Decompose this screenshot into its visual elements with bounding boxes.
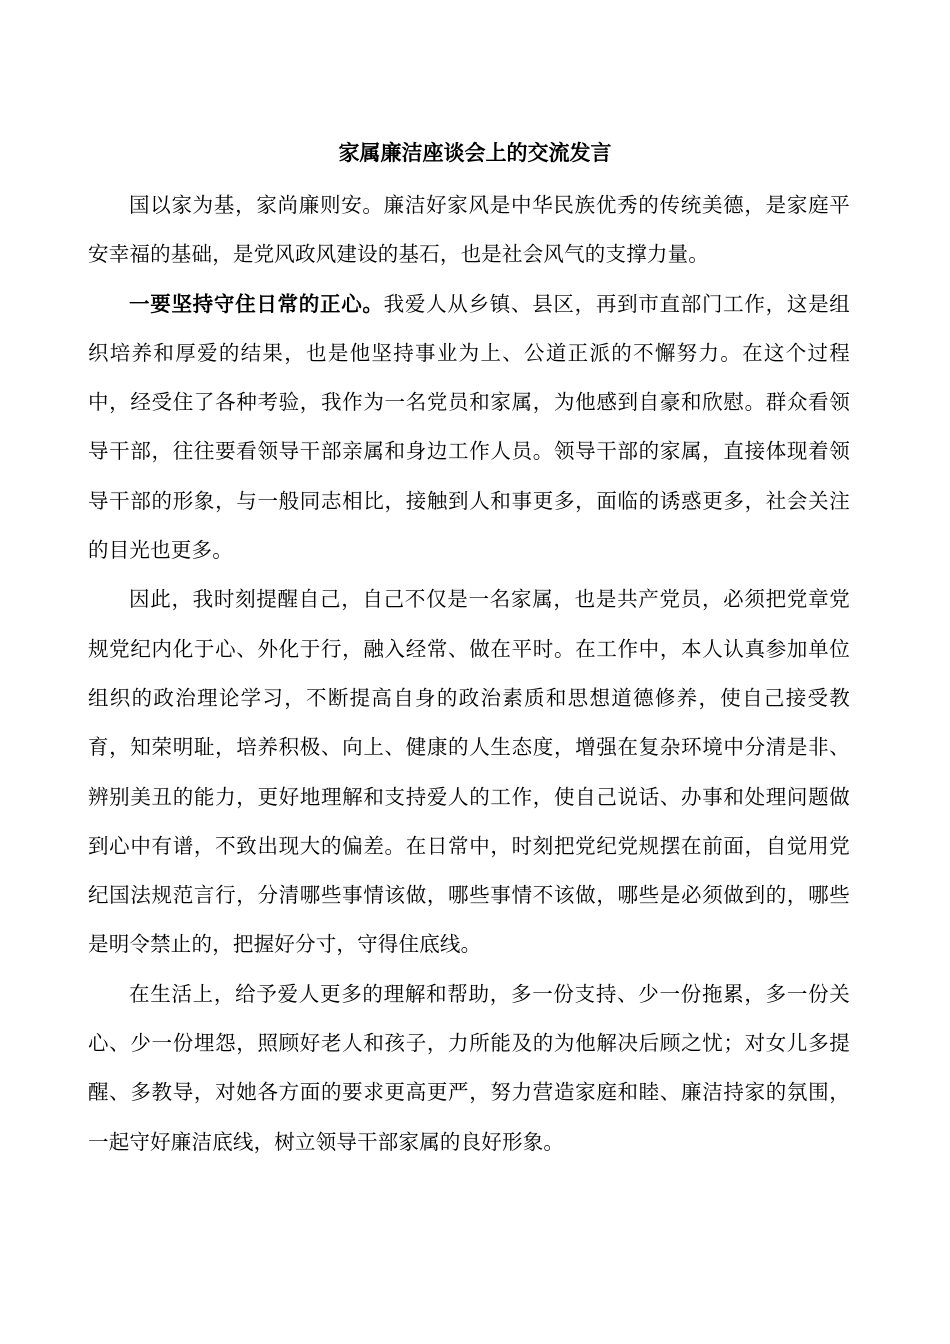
paragraph-intro: [88, 181, 850, 280]
paragraph-text: 因此，我时刻提醒自己，自己不仅是一名家属，也是共产党员，必须把党章党规党纪内化于心、外化于行，融入经常、做在平时。在工作中，本人认真参加单位组织的政治理论学习，不断提高自身的政治素质和思想道德修养，使自己接受教育，知荣明耻，培养积极、向上、健康的人生态度，增强在复杂环境中分清是非、辨别美丑的能力，更好地理解和支持爱人的工作，使自己说话、办事和处理问题做到心中有谱，不致出现大的偏差。在日常中，时刻把党纪党规摆在前面，自觉用党纪国法规范言行，分清哪些事情该做，哪些事情不该做，哪些是必须做到的，哪些是明令禁止的，把握好分寸，守得住底线。: [88, 587, 850, 957]
document-title: 家属廉洁座谈会上的交流发言: [338, 141, 612, 165]
paragraph-lead-heading: 一要坚持守住日常的正心。: [129, 291, 384, 316]
paragraph-point-one: [88, 280, 850, 576]
paragraph-text: 我爱人从乡镇、县区，再到市直部门工作，这是组织培养和厚爱的结果，也是他坚持事业为上、公道正派的不懈努力。在这个过程中，经受住了各种考验，我作为一名党员和家属，为他感到自豪和欣慰。群众看领导干部，往往要看领导干部亲属和身边工作人员。领导干部的家属，直接体现着领导干部的形象，与一般同志相比，接触到人和事更多，面临的诱惑更多，社会关注的目光也更多。: [88, 291, 850, 563]
paragraph-text: 国以家为基，家尚廉则安。廉洁好家风是中华民族优秀的传统美德，是家庭平安幸福的基础，是党风政风建设的基石，也是社会风气的支撑力量。: [88, 193, 850, 267]
document-body: [88, 181, 850, 1167]
paragraph-life: [88, 970, 850, 1167]
paragraph-work: [88, 575, 850, 969]
paragraph-text: 在生活上，给予爱人更多的理解和帮助，多一份支持、少一份拖累，多一份关心、少一份埋怨，照顾好老人和孩子，力所能及的为他解决后顾之忧；对女儿多提醒、多教导，对她各方面的要求更高更严，努力营造家庭和睦、廉洁持家的氛围，一起守好廉洁底线，树立领导干部家属的良好形象。: [88, 981, 850, 1154]
